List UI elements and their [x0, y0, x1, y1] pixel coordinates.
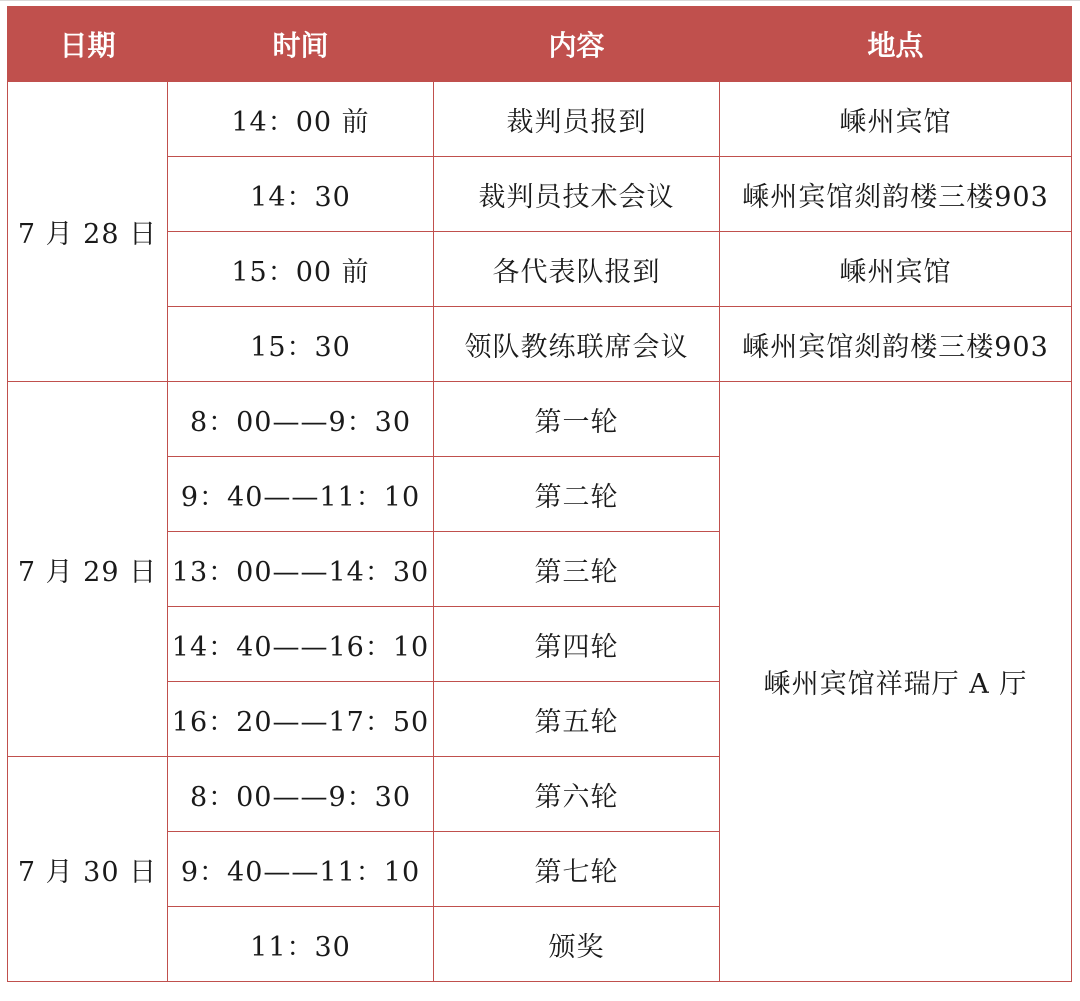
place-cell: 嵊州宾馆剡韵楼三楼903 [720, 307, 1072, 382]
time-cell: 9：40——11：10 [168, 457, 434, 532]
table-row [8, 157, 1072, 232]
content-cell: 第二轮 [434, 457, 720, 532]
header-time: 时间 [168, 7, 434, 82]
schedule-table [7, 6, 1072, 982]
header-place: 地点 [720, 7, 1072, 82]
time-cell: 14：00 前 [168, 82, 434, 157]
table-row [8, 82, 1072, 157]
content-cell: 领队教练联席会议 [434, 307, 720, 382]
date-cell: 7 月 28 日 [8, 82, 168, 382]
content-cell: 第五轮 [434, 682, 720, 757]
merged-place-cell: 嵊州宾馆祥瑞厅 A 厅 [720, 382, 1072, 982]
table-row [8, 307, 1072, 382]
content-cell: 裁判员报到 [434, 82, 720, 157]
header-row [8, 7, 1072, 82]
time-cell: 8：00——9：30 [168, 757, 434, 832]
content-cell: 第三轮 [434, 532, 720, 607]
place-cell: 嵊州宾馆 [720, 232, 1072, 307]
time-cell: 11：30 [168, 907, 434, 982]
content-cell: 第七轮 [434, 832, 720, 907]
time-cell: 15：00 前 [168, 232, 434, 307]
content-cell: 第一轮 [434, 382, 720, 457]
time-cell: 15：30 [168, 307, 434, 382]
table-row [8, 232, 1072, 307]
content-cell: 各代表队报到 [434, 232, 720, 307]
content-cell: 第四轮 [434, 607, 720, 682]
time-cell: 14：30 [168, 157, 434, 232]
place-cell: 嵊州宾馆 [720, 82, 1072, 157]
time-cell: 16：20——17：50 [168, 682, 434, 757]
content-cell: 颁奖 [434, 907, 720, 982]
time-cell: 13：00——14：30 [168, 532, 434, 607]
place-cell: 嵊州宾馆剡韵楼三楼903 [720, 157, 1072, 232]
header-content: 内容 [434, 7, 720, 82]
table-row [8, 382, 1072, 457]
time-cell: 8：00——9：30 [168, 382, 434, 457]
header-date: 日期 [8, 7, 168, 82]
time-cell: 9：40——11：10 [168, 832, 434, 907]
time-cell: 14：40——16：10 [168, 607, 434, 682]
date-cell: 7 月 30 日 [8, 757, 168, 982]
date-cell: 7 月 29 日 [8, 382, 168, 757]
content-cell: 第六轮 [434, 757, 720, 832]
content-cell: 裁判员技术会议 [434, 157, 720, 232]
